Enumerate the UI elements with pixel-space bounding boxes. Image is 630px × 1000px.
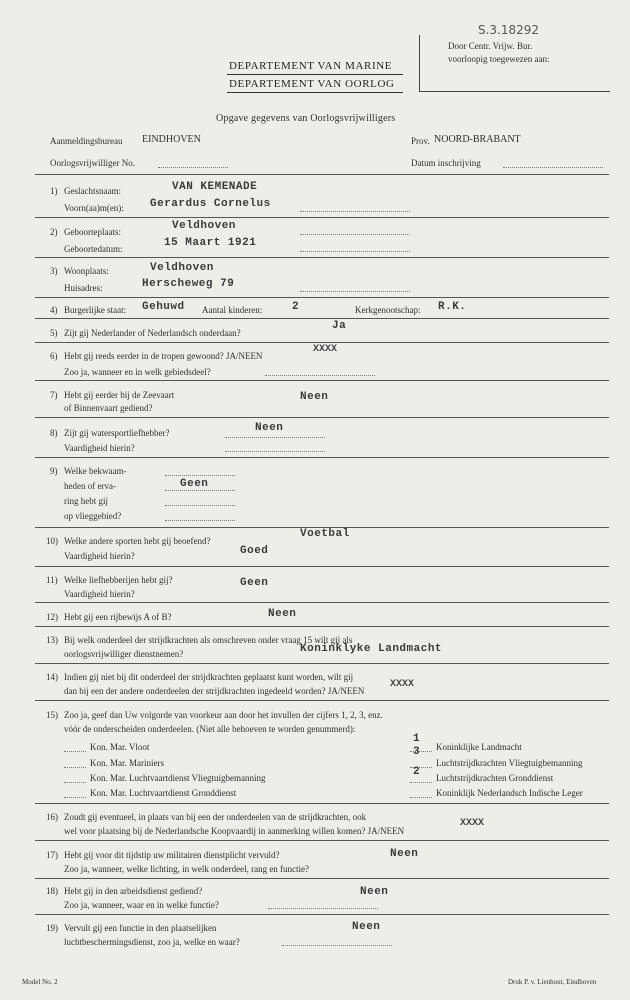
- q15-option-landmacht: Koninklijke Landmacht: [436, 742, 522, 752]
- rule-6: [35, 380, 609, 381]
- q18-dots: [268, 908, 378, 909]
- q19-line-1: Vervult gij een functie in den plaatselijken: [64, 923, 217, 933]
- q15-line-1: Zoo ja, geef dan Uw volgorde van voorkeur aan door het invullen der cijfers 1, 2, 3, enz.: [64, 710, 383, 720]
- q14-strike: XXXX: [390, 679, 415, 690]
- q9-line-2: heden of erva-: [64, 481, 116, 491]
- q6-line-1: Hebt gij reeds eerder in de tropen gewoond? JA/NEEN: [64, 351, 263, 361]
- q3-address-value: Herscheweg 79: [142, 278, 235, 290]
- rule-14: [35, 700, 609, 701]
- rule-17: [35, 878, 609, 879]
- q16-strike: XXXX: [460, 818, 485, 829]
- q10-line-1: Welke andere sporten hebt gij beoefend?: [64, 536, 211, 546]
- q12-label: Hebt gij een rijbewijs A of B?: [64, 612, 172, 622]
- q3-number: 3): [50, 266, 58, 276]
- q5-label: Zijt gij Nederlander of Nederlandsch onderdaan?: [64, 328, 241, 338]
- footer-printer: Druk P. v. Lienhout, Eindhoven: [508, 978, 597, 986]
- rule-15: [35, 803, 609, 804]
- rule-4: [35, 318, 609, 319]
- q8-line-1: Zijt gij watersportliefhebber?: [64, 428, 170, 438]
- q15-option-marine-gronddienst: Kon. Mar. Luchtvaartdienst Gronddienst: [90, 788, 237, 798]
- q19-dots: [282, 945, 392, 946]
- q14-line-2: dan bij een der andere onderdeelen der strijdkrachten ingedeeld worden? JA/NEEN: [64, 686, 365, 696]
- q11-number: 11): [46, 575, 58, 585]
- q1-firstnames-value: Gerardus Cornelus: [150, 198, 271, 210]
- q1-label-surname: Geslachtsnaam:: [64, 186, 121, 196]
- q9-line-3: ring hebt gij: [64, 496, 108, 506]
- q15-option-lsk-gronddienst: Luchtstrijdkrachten Gronddienst: [436, 773, 554, 783]
- q15-left-dots-2: [64, 767, 86, 768]
- q17-line-1: Hebt gij voor dit tijdstip uw militairen dienstplicht vervuld?: [64, 850, 280, 860]
- q15-right-dots-3: [410, 782, 432, 783]
- rule-3: [35, 297, 609, 298]
- q17-value: Neen: [390, 848, 419, 860]
- q6-line-2: Zoo ja, wanneer en in welk gebiedsdeel?: [64, 367, 211, 377]
- q6-number: 6): [50, 351, 58, 361]
- q13-number: 13): [46, 635, 58, 645]
- office-label: Aanmeldingsbureau: [50, 136, 123, 146]
- rule-8: [35, 457, 609, 458]
- q15-left-dots-3: [64, 782, 86, 783]
- q11-line-2: Vaardigheid hierin?: [64, 589, 135, 599]
- q3-residence-value: Veldhoven: [150, 262, 214, 274]
- volunteer-no-field: [158, 167, 228, 168]
- q15-right-dots-4: [410, 797, 432, 798]
- q4-civil-status-value: Gehuwd: [142, 301, 185, 313]
- q8-dots: [225, 437, 325, 438]
- q4-religion-value: R.K.: [438, 301, 467, 313]
- registration-date-field: [503, 167, 603, 168]
- rule-0: [35, 174, 609, 175]
- q11-line-1: Welke liefhebberijen hebt gij?: [64, 575, 173, 585]
- q15-option-marine-vliegtuigbemanning: Kon. Mar. Luchtvaartdienst Vliegtuigbemanning: [90, 773, 266, 783]
- q17-number: 17): [46, 850, 58, 860]
- q6-dots: [265, 375, 375, 376]
- q7-value: Neen: [300, 391, 329, 403]
- q18-line-2: Zoo ja, wanneer, waar en in welke functie?: [64, 900, 219, 910]
- q15-option-mariniers: Kon. Mar. Mariniers: [90, 758, 164, 768]
- q16-line-2: wel voor plaatsing bij de Nederlandsche Koopvaardij in aanmerking willen komen? JA/NEEN: [64, 826, 405, 836]
- rule-11: [35, 602, 609, 603]
- q18-value: Neen: [360, 886, 389, 898]
- rule-5: [35, 342, 609, 343]
- q15-mark-landmacht: 1: [413, 733, 421, 745]
- q10-sport-value: Voetbal: [300, 528, 350, 540]
- q4-label-children: Aantal kinderen:: [202, 305, 263, 315]
- q2-birthplace-value: Veldhoven: [172, 220, 236, 232]
- q13-line-2: oorlogsvrijwilliger dienstnemen?: [64, 649, 184, 659]
- rule-7: [35, 417, 609, 418]
- q13-line-1: Bij welk onderdeel der strijdkrachten als omschreven onder vraag 15 wilt gij als: [64, 635, 353, 645]
- q1-surname-value: VAN KEMENADE: [172, 181, 258, 193]
- q1-number: 1): [50, 186, 58, 196]
- box-line-1: Door Centr. Vrijw. Bur.: [448, 41, 533, 51]
- q16-line-1: Zoudt gij eventueel, in plaats van bij een der onderdeelen van de strijdkrachten, ook: [64, 812, 367, 822]
- handwritten-reference: S.3.18292: [478, 23, 540, 37]
- q7-line-1: Hebt gij eerder bij de Zeevaart: [64, 390, 175, 400]
- q17-line-2: Zoo ja, wanneer, welke lichting, in welk onderdeel, rang en functie?: [64, 864, 310, 874]
- department-marine: DEPARTEMENT VAN MARINE: [229, 60, 393, 72]
- q5-number: 5): [50, 328, 58, 338]
- q2-label-birthplace: Geboorteplaats:: [64, 227, 121, 237]
- q14-number: 14): [46, 672, 58, 682]
- q9-line-1: Welke bekwaam-: [64, 466, 127, 476]
- q2-label-birthdate: Geboortedatum:: [64, 244, 123, 254]
- q19-value: Neen: [352, 921, 381, 933]
- q12-number: 12): [46, 612, 58, 622]
- q11-value: Geen: [240, 577, 269, 589]
- rule-12: [35, 626, 609, 627]
- q10-skill-value: Goed: [240, 545, 269, 557]
- rule-1: [35, 217, 609, 218]
- q10-number: 10): [46, 536, 58, 546]
- department-oorlog: DEPARTEMENT VAN OORLOG: [229, 78, 395, 90]
- q3-dots: [300, 291, 410, 292]
- q9-dots-1: [165, 475, 235, 476]
- box-line-2: voorloopig toegewezen aan:: [448, 54, 550, 64]
- q15-line-2: vóór de onderscheiden onderdeelen. (Niet alle behoeven te worden genummerd):: [64, 724, 356, 734]
- q4-label-religion: Kerkgenootschap:: [355, 305, 421, 315]
- rule-13: [35, 663, 609, 664]
- q10-line-2: Vaardigheid hierin?: [64, 551, 135, 561]
- q18-number: 18): [46, 886, 58, 896]
- office-value: EINDHOVEN: [142, 134, 201, 145]
- q12-value: Neen: [268, 608, 297, 620]
- footer-model: Model No. 2: [22, 978, 58, 986]
- q2-dots: [300, 234, 410, 235]
- q1-label-firstnames: Voorn(aa)m(en):: [64, 203, 124, 213]
- q1-dots: [300, 211, 410, 212]
- volunteer-no-label: Oorlogsvrijwilliger No.: [50, 158, 135, 168]
- q15-left-dots-4: [64, 797, 86, 798]
- q8-value: Neen: [255, 422, 284, 434]
- q8-dots-2: [225, 451, 325, 452]
- header-rule-1: [227, 74, 403, 75]
- header-rule-2: [227, 92, 403, 93]
- q2-birthdate-value: 15 Maart 1921: [164, 237, 257, 249]
- q9-line-4: op vlieggebied?: [64, 511, 122, 521]
- q13-value: Koninklyke Landmacht: [300, 643, 443, 655]
- rule-16: [35, 840, 609, 841]
- q9-value: Geen: [180, 478, 209, 490]
- q3-label-address: Huisadres:: [64, 283, 103, 293]
- q15-option-vloot: Kon. Mar. Vloot: [90, 742, 150, 752]
- q4-children-value: 2: [292, 301, 300, 313]
- q7-number: 7): [50, 390, 58, 400]
- q15-left-dots-1: [64, 751, 86, 752]
- rule-10: [35, 566, 609, 567]
- province-value: NOORD-BRABANT: [434, 134, 521, 145]
- q19-number: 19): [46, 923, 58, 933]
- q15-mark-lsk-grond: 2: [413, 766, 421, 778]
- q19-line-2: luchtbeschermingsdienst, zoo ja, welke en waar?: [64, 937, 240, 947]
- q18-line-1: Hebt gij in den arbeidsdienst gediend?: [64, 886, 203, 896]
- q5-value: Ja: [332, 320, 347, 332]
- q15-mark-lsk-vliegtuig: 3: [413, 746, 421, 758]
- q9-dots-2: [165, 490, 235, 491]
- form-subtitle: Opgave gegevens van Oorlogsvrijwilligers: [216, 113, 396, 124]
- q6-strike: XXXX: [313, 344, 338, 355]
- q7-line-2: of Binnenvaart gediend?: [64, 403, 153, 413]
- rule-18: [35, 914, 609, 915]
- q14-line-1: Indien gij niet bij dit onderdeel der strijdkrachten geplaatst kunt worden, wilt gij: [64, 672, 354, 682]
- q9-number: 9): [50, 466, 58, 476]
- q2-number: 2): [50, 227, 58, 237]
- q4-label-civil-status: Burgerlijke staat:: [64, 305, 127, 315]
- q15-option-lsk-vliegtuigbemanning: Luchtstrijdkrachten Vliegtuigbemanning: [436, 758, 583, 768]
- q3-label-residence: Woonplaats:: [64, 266, 109, 276]
- q8-number: 8): [50, 428, 58, 438]
- q16-number: 16): [46, 812, 58, 822]
- q15-number: 15): [46, 710, 58, 720]
- q2-dots-2: [300, 251, 410, 252]
- q4-number: 4): [50, 305, 58, 315]
- q9-dots-4: [165, 520, 235, 521]
- registration-date-label: Datum inschrijving: [411, 158, 481, 168]
- q8-line-2: Vaardigheid hierin?: [64, 443, 135, 453]
- q15-option-knil: Koninklijk Nederlandsch Indische Leger: [436, 788, 583, 798]
- rule-2: [35, 257, 609, 258]
- province-label: Prov.: [411, 136, 430, 146]
- q9-dots-3: [165, 505, 235, 506]
